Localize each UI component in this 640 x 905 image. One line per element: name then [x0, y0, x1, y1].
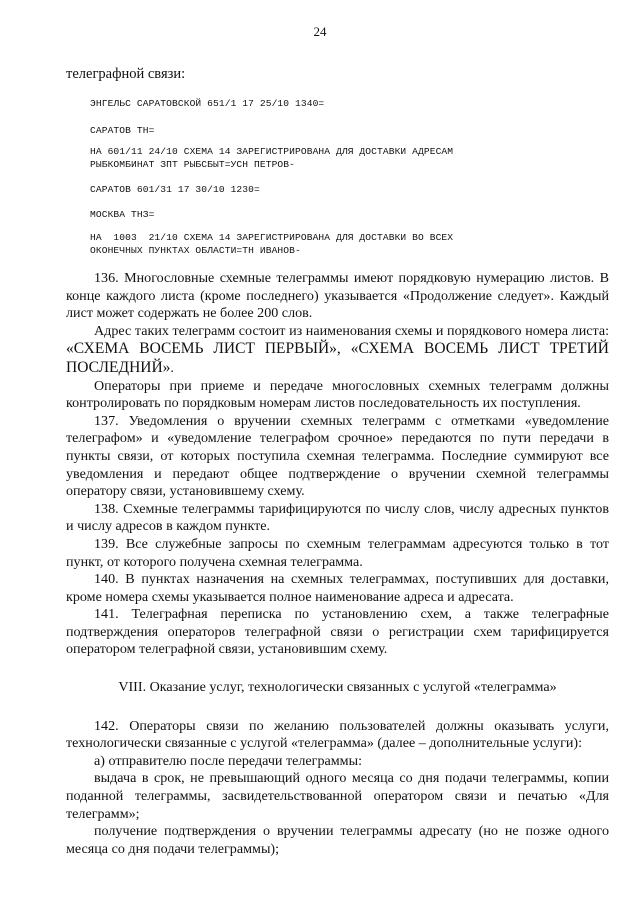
lead-text: телеграфной связи: [66, 66, 186, 82]
telegram-line: САРАТОВ 601/31 17 30/10 1230= [90, 184, 260, 195]
paragraph-140: 140. В пунктах назначения на схемных телеграммах, поступивших для доставки, кроме номера схемы указывается полное наименование адреса и адресата. [66, 571, 609, 605]
paragraph-136-address [66, 323, 609, 378]
telegram-line: САРАТОВ ТН= [90, 125, 155, 136]
paragraph-142-a-confirmation: получение подтверждения о вручении телеграммы адресату (но не позже одного месяца со дня подачи телеграммы); [66, 823, 609, 857]
page-number: 24 [313, 24, 327, 39]
paragraph-136-address-text: Адрес таких телеграмм состоит из наименования схемы и порядкового номера листа: [94, 322, 609, 339]
telegram-line: НА 601/11 24/10 СХЕМА 14 ЗАРЕГИСТРИРОВАНА ДЛЯ ДОСТАВКИ АДРЕСАМ [90, 146, 454, 157]
scheme-address-example: «СХЕМА ВОСЕМЬ ЛИСТ ПЕРВЫЙ», «СХЕМА ВОСЕМЬ ЛИСТ ТРЕТИЙ ПОСЛЕДНИЙ» [66, 340, 609, 376]
telegram-line: МОСКВА ТНЗ= [90, 209, 155, 220]
body-text [66, 270, 609, 858]
paragraph-139: 139. Все служебные запросы по схемным телеграммам адресуются только в тот пункт, от которого получена схемная телеграмма. [66, 535, 609, 570]
paragraph-142-a: а) отправителю после передачи телеграммы: [94, 752, 362, 769]
telegram-line: НА 1003 21/10 СХЕМА 14 ЗАРЕГИСТРИРОВАНА ДЛЯ ДОСТАВКИ ВО ВСЕХ [90, 232, 454, 243]
telegram-line: ЭНГЕЛЬС САРАТОВСКОЙ 651/1 17 25/10 1340= [90, 98, 325, 109]
telegram-line: РЫБКОМБИНАТ ЗПТ РЫБСБЫТ=УСН ПЕТРОВ- [90, 159, 296, 170]
paragraph-142-a-copy: выдача в срок, не превышающий одного месяца со дня подачи телеграммы, копии поданной телеграммы, засвидетельствованной оператором связи и печатью «Для телеграмм»; [66, 770, 609, 822]
paragraph-142: 142. Операторы связи по желанию пользователей должны оказывать услуги, технологически связанные с услугой «телеграмма» (далее – дополнительные услуги): [66, 717, 609, 752]
paragraph-136-address-end: . [170, 359, 174, 376]
section-title: VIII. Оказание услуг, технологически связанных с услугой «телеграмма» [118, 679, 557, 696]
paragraph-136-operators: Операторы при приеме и передаче многословных схемных телеграмм должны контролировать по порядковым номерам листов последовательность их поступления. [66, 377, 609, 412]
telegram-line: ОКОНЕЧНЫХ ПУНКТАХ ОБЛАСТИ=ТН ИВАНОВ- [90, 245, 301, 256]
paragraph-138: 138. Схемные телеграммы тарифицируются по числу слов, числу адресных пунктов и числу адресов в каждом пункте. [66, 500, 609, 535]
paragraph-141: 141. Телеграфная переписка по установлению схем, а также телеграфные подтверждения операторов телеграфной связи о регистрации схем тарифицируется оператором телеграфной связи, установившим схему. [66, 606, 609, 658]
paragraph-136: 136. Многословные схемные телеграммы имеют порядковую нумерацию листов. В конце каждого листа (кроме последнего) указывается «Продолжение следует». Каждый лист может содержать не более 200 слов. [66, 270, 609, 322]
paragraph-137: 137. Уведомления о вручении схемных телеграмм с отметками «уведомление телеграфом» и «уведомление телеграфом срочное» передаются по пути передачи в пункты связи, от которых поступила схемная телеграмма. Последние суммируют все уведомления и передают общее подтверждение о вручении схемной телеграммы оператору связи, установившему схему. [66, 412, 609, 500]
